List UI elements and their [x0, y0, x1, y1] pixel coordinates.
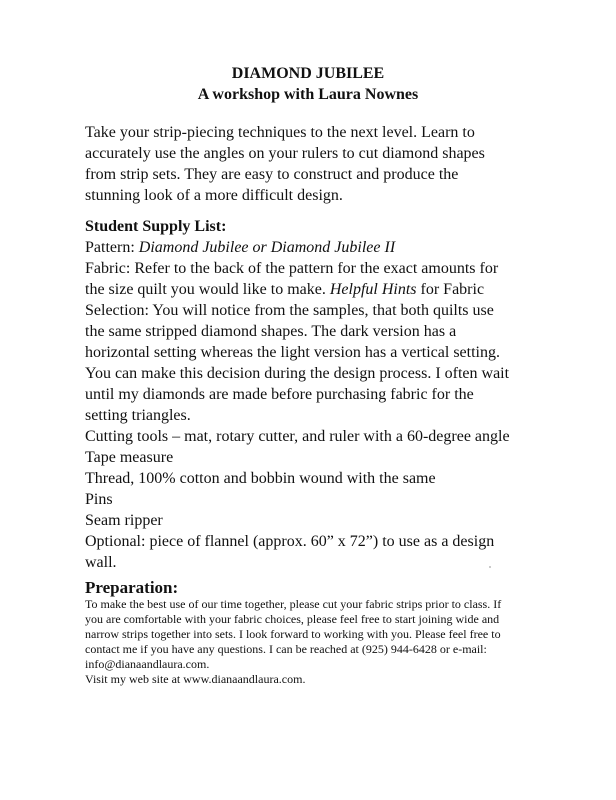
tool-item: Cutting tools – mat, rotary cutter, and ruler with a 60-degree angle: [85, 428, 510, 445]
title-block: [0, 63, 616, 105]
tool-item: Optional: piece of flannel (approx. 60” x 72”) to use as a design: [85, 533, 495, 550]
tool-item: Pins: [85, 491, 113, 508]
preparation-heading: Preparation:: [85, 578, 179, 597]
website-line: Visit my web site at www.dianaandlaura.com.: [85, 672, 306, 686]
supply-list-heading: Student Supply List:: [85, 218, 227, 235]
fabric-line: Fabric: Refer to the back of the pattern for the exact amounts for: [85, 260, 499, 277]
preparation-line: To make the best use of our time together, please cut your fabric strips prior to class. If: [85, 597, 502, 611]
fabric-line: until my diamonds are made before purchasing fabric for the: [85, 386, 474, 403]
pattern-value: Diamond Jubilee or Diamond Jubilee II: [138, 239, 396, 256]
email-address: info@dianaandlaura.com.: [85, 657, 210, 671]
helpful-hints-text: Helpful Hints: [329, 281, 417, 298]
intro-line: Take your strip-piecing techniques to the next level. Learn to: [85, 124, 475, 141]
preparation-body: [85, 597, 535, 687]
pattern-label: Pattern:: [85, 239, 139, 256]
preparation-line: you are comfortable with your fabric choices, please feel free to start joining wide and: [85, 612, 500, 626]
tool-item: Seam ripper: [85, 512, 163, 529]
tool-item: wall.: [85, 554, 117, 571]
intro-line: stunning look of a more difficult design.: [85, 187, 343, 204]
tool-item: Tape measure: [85, 449, 174, 466]
document-title: DIAMOND JUBILEE: [231, 65, 385, 82]
fabric-text: the size quilt you would like to make.: [85, 281, 330, 298]
document-subtitle: A workshop with Laura Nownes: [197, 86, 419, 103]
fabric-line: the same stripped diamond shapes. The dark version has a: [85, 323, 457, 340]
fabric-text: for Fabric: [416, 281, 485, 298]
fabric-line: Selection: You will notice from the samples, that both quilts use: [85, 302, 494, 319]
tool-item: Thread, 100% cotton and bobbin wound with the same: [85, 470, 436, 487]
tools-list: [85, 426, 555, 573]
scan-speck: [489, 566, 491, 568]
intro-line: accurately use the angles on your rulers to cut diamond shapes: [85, 145, 485, 162]
preparation-line: narrow strips together into sets. I look forward to working with you. Please feel free to: [85, 627, 501, 641]
supply-list-body: [85, 237, 555, 426]
preparation-line: contact me if you have any questions. I can be reached at (925) 944-6428 or e-mail:: [85, 642, 487, 656]
fabric-line: [85, 279, 555, 300]
intro-paragraph: [85, 122, 555, 206]
intro-line: from strip sets. They are easy to construct and produce the: [85, 166, 459, 183]
pattern-line: [85, 237, 555, 258]
fabric-line: horizontal setting whereas the light version has a vertical setting.: [85, 344, 500, 361]
fabric-line: setting triangles.: [85, 407, 191, 424]
fabric-line: You can make this decision during the design process. I often wait: [85, 365, 510, 382]
